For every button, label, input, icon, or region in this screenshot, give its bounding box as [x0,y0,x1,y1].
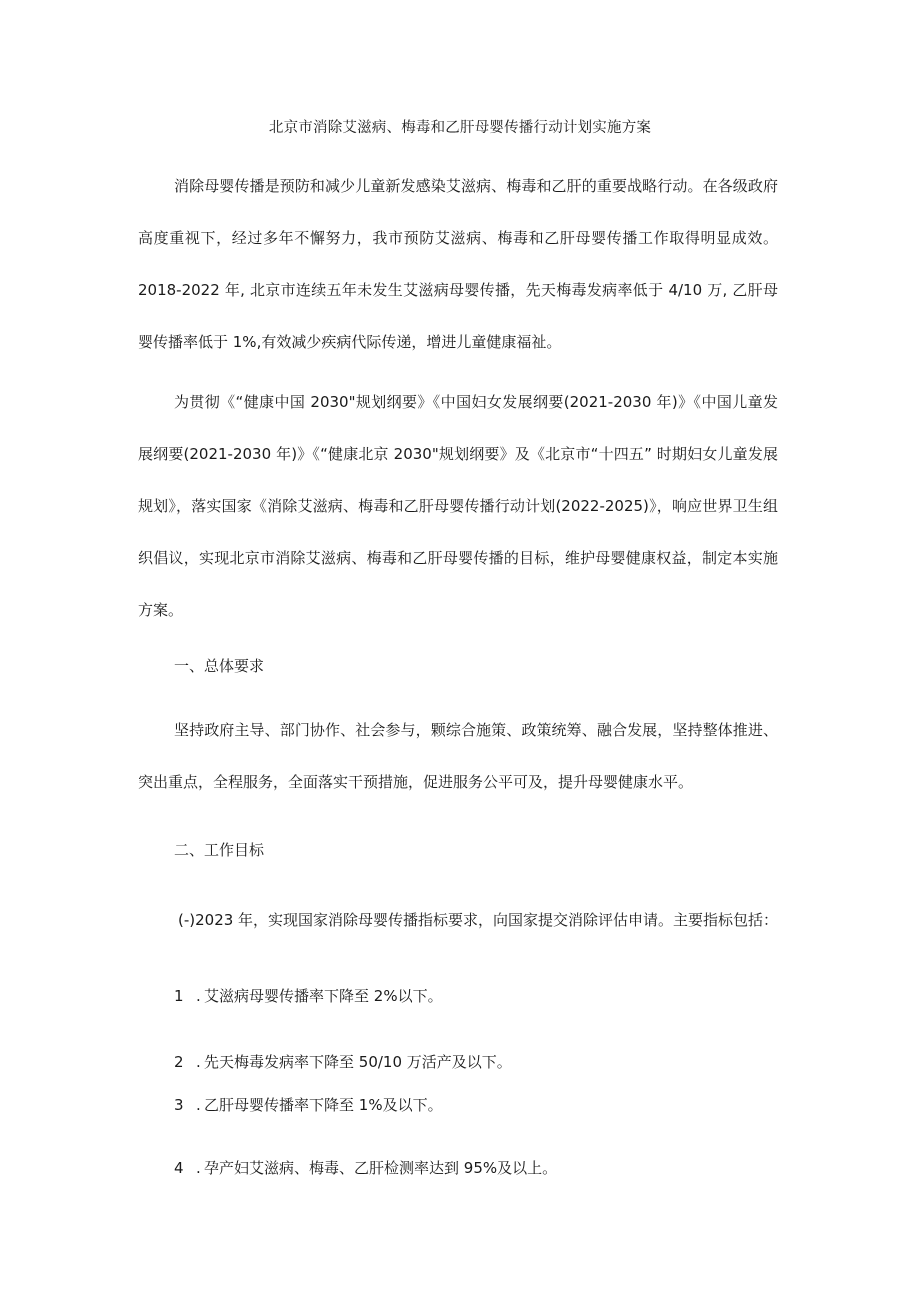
goal-item-text: 乙肝母婴传播率下降至 1%及以下。 [204,1096,443,1114]
goal-item-number: 4 [174,1159,184,1177]
goal-item [174,1094,443,1115]
goal-item-dot: . [196,1096,201,1114]
goal-item-number: 3 [174,1096,184,1114]
goal-item [174,1157,557,1178]
goal-item-dot: . [196,1053,201,1071]
section-heading-goals: 二、工作目标 [174,841,265,859]
intro-paragraph: 消除母婴传播是预防和减少儿童新发感染艾滋病、梅毒和乙肝的重要战略行动。在各级政府高度重视下，经过多年不懈努力，我市预防艾滋病、梅毒和乙肝母婴传播工作取得明显成效。2018-2022 年, 北京市连续五年未发生艾滋病母婴传播，先天梅毒发病率低于 4/10 万, 乙肝母婴传播率低于 1%,有效减少疾病代际传递，增进儿童健康福祉。 [138,177,778,351]
basis-paragraph: 为贯彻《“健康中国 2030"规划纲要》《中国妇女发展纲要(2021-2030 年)》《中国儿童发展纲要(2021-2030 年)》《“健康北京 2030"规划纲要》及《北京市“十四五” 时期妇女儿童发展规划》，落实国家《消除艾滋病、梅毒和乙肝母婴传播行动计划(2022-2025)》，响应世界卫生组织倡议，实现北京市消除艾滋病、梅毒和乙肝母婴传播的目标，维护母婴健康权益，制定本实施方案。 [138,393,778,619]
general-requirements-paragraph: 坚持政府主导、部门协作、社会参与，颗综合施策、政策统筹、融合发展，坚持整体推进、突出重点，全程服务，全面落实干预措施，促进服务公平可及，提升母婴健康水平。 [138,721,778,791]
goal-item [174,1051,512,1072]
goal-item-dot: . [196,987,201,1005]
section-heading-general: 一、总体要求 [174,657,265,675]
goal-item-text: 艾滋病母婴传播率下降至 2%以下。 [204,987,443,1005]
goals-intro: (-)2023 年，实现国家消除母婴传播指标要求，向国家提交消除评估申请。主要指标包括： [178,911,779,929]
goal-item-number: 2 [174,1053,184,1071]
goal-item-text: 先天梅毒发病率下降至 50/10 万活产及以下。 [204,1053,512,1071]
goal-item-dot: . [196,1159,201,1177]
document-title: 北京市消除艾滋病、梅毒和乙肝母婴传播行动计划实施方案 [268,120,652,136]
goal-item [174,985,443,1006]
goal-item-text: 孕产妇艾滋病、梅毒、乙肝检测率达到 95%及以上。 [204,1159,558,1177]
goal-item-number: 1 [174,987,184,1005]
